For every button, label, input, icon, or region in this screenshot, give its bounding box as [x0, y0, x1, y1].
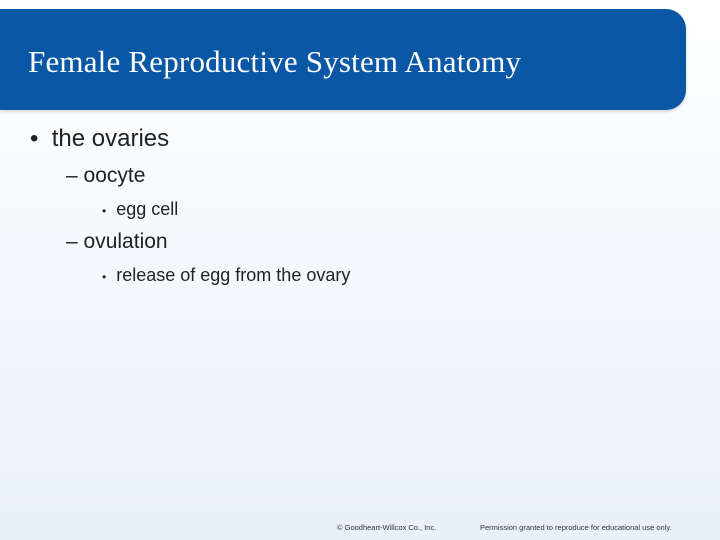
bullet-text: release of egg from the ovary	[116, 265, 351, 285]
bullet-text: ovulation	[83, 230, 168, 253]
bullet-the-ovaries	[30, 124, 169, 154]
footer-permission: Permission granted to reproduce for educational use only.	[480, 523, 672, 532]
slide-title: Female Reproductive System Anatomy	[28, 44, 522, 79]
dash-marker: –	[66, 164, 78, 187]
bullet-ovulation	[66, 229, 168, 255]
bullet-oocyte	[66, 163, 145, 189]
bullet-egg-cell	[102, 197, 178, 223]
bullet-marker: •	[102, 204, 107, 218]
bullet-text: egg cell	[116, 199, 179, 219]
bullet-text: oocyte	[83, 164, 146, 187]
bullet-marker: •	[30, 125, 39, 152]
bullet-text: the ovaries	[51, 125, 170, 152]
footer-copyright: © Goodheart-Willcox Co., Inc.	[337, 523, 437, 532]
bullet-release-of-egg	[102, 263, 350, 289]
dash-marker: –	[66, 230, 78, 253]
bullet-marker: •	[102, 270, 107, 284]
